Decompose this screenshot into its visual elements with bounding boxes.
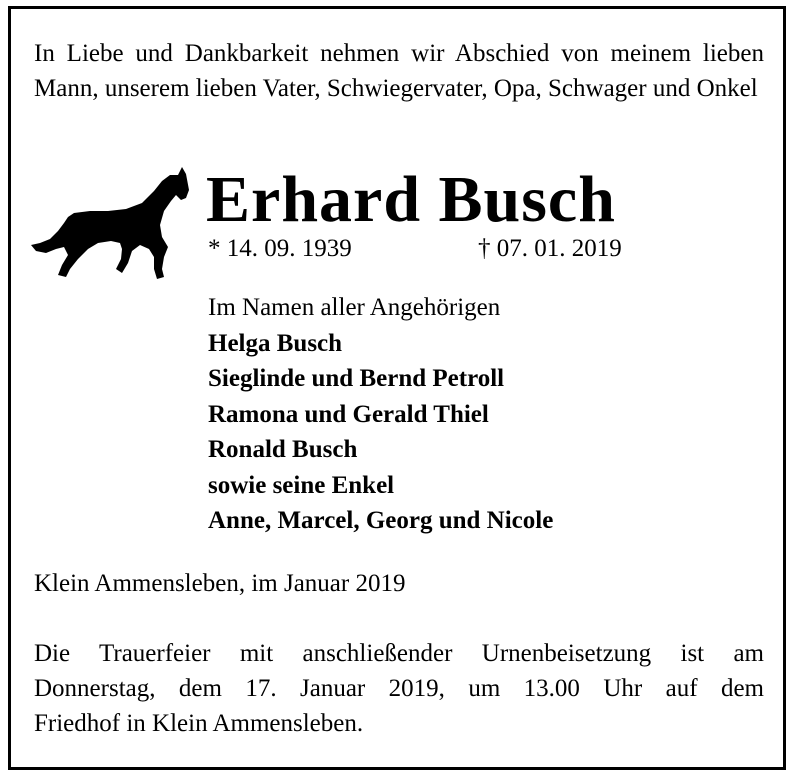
relative-name: Ramona und Gerald Thiel — [208, 400, 489, 428]
notice-line: Donnerstag, dem 17. Januar 2019, um 13.00 Uhr auf dem — [34, 675, 764, 702]
relative-name: Ronald Busch — [208, 436, 358, 463]
relative-name: sowie seine Enkel — [208, 471, 395, 499]
notice-line: Friedhof in Klein Ammensleben. — [34, 710, 364, 737]
relatives-block — [208, 290, 768, 539]
relatives-intro: Im Namen aller Angehörigen — [208, 294, 501, 321]
death-date: † 07. 01. 2019 — [478, 235, 622, 262]
horse-silhouette-icon — [28, 165, 190, 285]
place-date: Klein Ammensleben, im Januar 2019 — [34, 570, 406, 597]
birth-date: * 14. 09. 1939 — [208, 235, 352, 262]
funeral-notice — [34, 636, 764, 741]
intro-text: In Liebe und Dankbarkeit nehmen wir Abschied von meinem lieben Mann, unserem lieben Vater, Schwiegervater, Opa, Schwager und Onkel — [34, 40, 764, 102]
relative-name: Helga Busch — [208, 329, 343, 357]
relative-name: Sieglinde und Bernd Petroll — [208, 365, 505, 392]
notice-line: Die Trauerfeier mit anschließender Urnenbeisetzung ist am — [34, 640, 764, 667]
deceased-name: Erhard Busch — [206, 163, 616, 236]
relative-name: Anne, Marcel, Georg und Nicole — [208, 507, 554, 534]
